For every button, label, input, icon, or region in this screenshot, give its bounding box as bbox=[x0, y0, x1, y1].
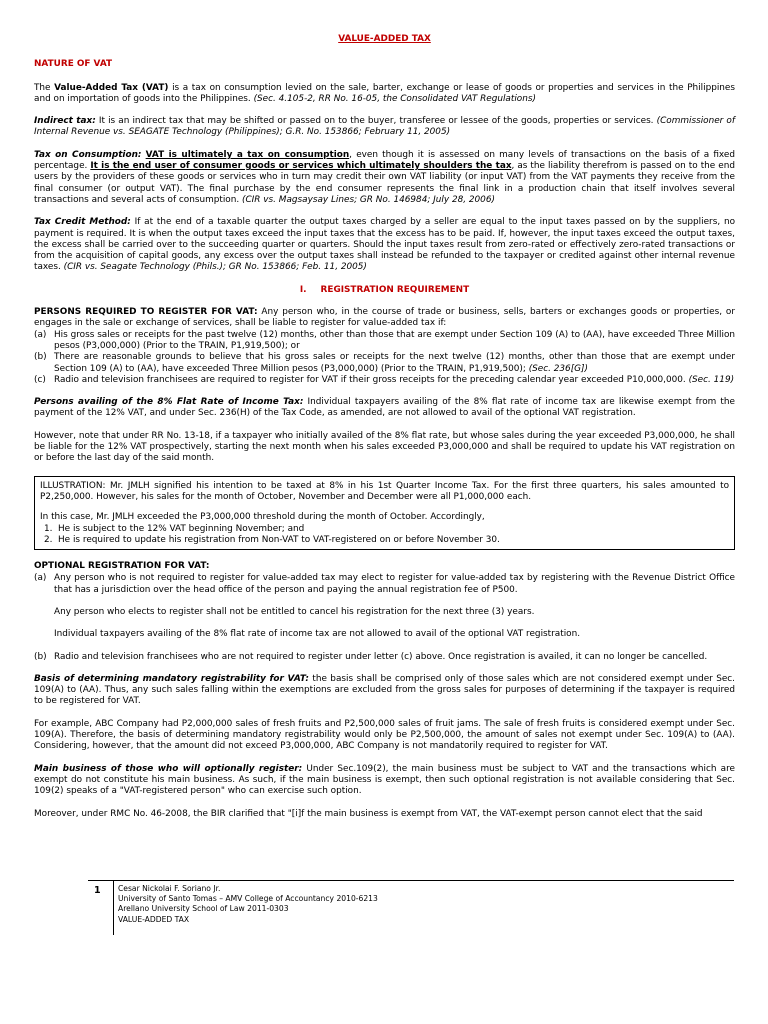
page-number: 1 bbox=[94, 885, 101, 896]
optional-sub-paragraph: Any person who elects to register shall not be entitled to cancel his registration for the next three (3) years. bbox=[54, 606, 535, 617]
footer-line: VALUE-ADDED TAX bbox=[118, 914, 190, 924]
page-footer bbox=[88, 880, 734, 924]
paragraph-vat-definition: The Value-Added Tax (VAT) is a tax on consumption levied on the sale, barter, exchange or lease of goods or properties and services in the Philippines and on importation of goods into the Philippines. (Sec. 4.105-2, RR No. 16-05, the Consolidated VAT Regulations) bbox=[34, 82, 736, 104]
paragraph-8-percent: Persons availing of the 8% Flat Rate of Income Tax: Individual taxpayers availing of the 8% flat rate of income tax are likewise exempt from the payment of the 12% VAT, and under Sec. 236(H) of the Tax Code, as amended, are not allowed to avail of the optional VAT registration. bbox=[34, 397, 735, 419]
list-item: 2. He is required to update his registration from Non-VAT to VAT-registered on or before November 30. bbox=[44, 534, 500, 545]
illustration-list bbox=[40, 524, 729, 547]
footer-line: Arellano University School of Law 2011-0303 bbox=[118, 904, 289, 914]
illustration-text: In this case, Mr. JMLH exceeded the P3,000,000 threshold during the month of October. Accordingly, bbox=[40, 512, 485, 523]
footer-line: Cesar Nickolai F. Soriano Jr. bbox=[118, 884, 221, 893]
paragraph-main-business: Main business of those who will optionally register: Under Sec.109(2), the main business must be subject to VAT and the transactions which are exempt do not constitute his main business. As such, if the main business is exempt, then such optional registration is not available considering that Sec. 109(2) speaks of a "VAT-registered person" who can exercise such option. bbox=[34, 763, 735, 797]
list-item: (a) Any person who is not required to register for value-added tax may elect to register for value-added tax by registering with the Revenue District Office that has a jurisdiction over the head office of the person and paying the annual registration fee of P500. bbox=[34, 573, 735, 595]
list-item: (b) Radio and television franchisees who are not required to register under letter (c) above. Once registration is availed, it can no longer be cancelled. bbox=[34, 651, 708, 662]
paragraph-tax-on-consumption: Tax on Consumption: VAT is ultimately a tax on consumption, even though it is assessed on many levels of transactions on the basis of a fixed percentage. It is the end user of consumer goods or services which ultimately shoulders the tax, as the liability therefrom is passed on to the end users by the providers of these goods or services who in turn may credit their own VAT liability (or input VAT) from the VAT payments they receive from the final consumer (or output VAT). The final purchase by the end consumer represents the final link in a production chain that itself involves several transactions and several acts of consumption. (CIR vs. Magsaysay Lines; GR No. 146984; July 28, 2006) bbox=[34, 149, 735, 205]
footer-divider bbox=[113, 881, 114, 935]
paragraph-rr-13-18: However, note that under RR No. 13-18, if a taxpayer who initially availed of the 8% flat rate, but whose sales during the year exceeded P3,000,000, he shall be liable for the 12% VAT prospectively, starting the next month when his sales exceeded P3,000,000 and shall be required to update his VAT registration on or before the last day of the said month. bbox=[34, 430, 735, 464]
paragraph-persons-required: PERSONS REQUIRED TO REGISTER FOR VAT: Any person who, in the course of trade or business, sells, barters or exchanges goods or properties, or engages in the sale or exchange of services, shall be liable to register for value-added tax if: bbox=[34, 307, 735, 329]
required-list bbox=[34, 330, 735, 386]
nature-heading: NATURE OF VAT bbox=[34, 59, 113, 70]
list-item: (b) There are reasonable grounds to believe that his gross sales or receipts for the next twelve (12) months, other than those that are exempt under Section 109 (A) to (AA), have exceeded Three Million pesos (P3,000,000) (Prior to the TRAIN, P1,919,500); (Sec. 236[G]) bbox=[34, 352, 735, 374]
paragraph-indirect-tax: Indirect tax: It is an indirect tax that may be shifted or passed on to the buyer, transferee or lessee of the goods, properties or services. (Commissioner of Internal Revenue vs. SEAGATE Technology (Philippines); G.R. No. 153866; February 11, 2005) bbox=[34, 116, 735, 138]
footer-line: University of Santo Tomas – AMV College of Accountancy 2010-6213 bbox=[118, 894, 378, 904]
illustration-text: ILLUSTRATION: Mr. JMLH signified his intention to be taxed at 8% in his 1st Quarter Income Tax. For the first three quarters, his sales amounted to P2,250,000. However, his sales for the month of October, November and December were all P1,000,000 each. bbox=[40, 480, 729, 502]
paragraph-basis: Basis of determining mandatory registrability for VAT: the basis shall be comprised only of those sales which are not considered exempt under Sec. 109(A) to (AA). Thus, any such sales falling within the exemptions are excluded from the gross sales for purposes of determining if the taxpayer is required to be registered for VAT. bbox=[34, 673, 735, 707]
optional-heading: OPTIONAL REGISTRATION FOR VAT: bbox=[34, 561, 210, 572]
optional-list bbox=[34, 652, 735, 663]
paragraph-rmc: Moreover, under RMC No. 46-2008, the BIR clarified that "[i]f the main business is exempt from VAT, the VAT-exempt person cannot elect that the said bbox=[34, 808, 703, 819]
footer-lines bbox=[118, 884, 378, 925]
list-item: 1. He is subject to the 12% VAT beginning November; and bbox=[44, 523, 305, 534]
paragraph-example: For example, ABC Company had P2,000,000 sales of fresh fruits and P2,500,000 sales of fruit jams. The sale of fresh fruits is considered exempt under Sec. 109(A). Therefore, the basis of determining mandatory registrability would only be P2,500,000, the amount of sales not exempt under Sec. 109(A) to (AA). Considering, however, that the amount did not exceed P3,000,000, ABC Company is not mandatorily required to register for VAT. bbox=[34, 718, 735, 752]
optional-sub-paragraph: Individual taxpayers availing of the 8% flat rate of income tax are not allowed to avail of the optional VAT registration. bbox=[54, 629, 581, 640]
list-item: (c) Radio and television franchisees are required to register for VAT if their gross receipts for the preceding calendar year exceeded P10,000,000. (Sec. 119) bbox=[34, 374, 735, 385]
optional-list bbox=[34, 573, 735, 596]
section-heading: I. REGISTRATION REQUIREMENT bbox=[299, 284, 470, 295]
list-item: (a) His gross sales or receipts for the past twelve (12) months, other than those that are exempt under Section 109 (A) to (AA), have exceeded Three Million pesos (P3,000,000) (Prior to the TRAIN, P1,919,500); or bbox=[34, 329, 735, 351]
paragraph-tax-credit-method: Tax Credit Method: If at the end of a taxable quarter the output taxes charged by a seller are equal to the input taxes passed on by the suppliers, no payment is required. It is when the output taxes exceed the input taxes that the excess has to be paid. If, however, the input taxes exceed the output taxes, the excess shall be carried over to the succeeding quarter or quarters. Should the input taxes result from zero-rated or effectively zero-rated transactions or from the acquisition of capital goods, any excess over the output taxes shall instead be refunded to the taxpayer or credited against other internal revenue taxes. (CIR vs. Seagate Technology (Phils.); GR No. 153866; Feb. 11, 2005) bbox=[34, 217, 736, 273]
document-title: VALUE-ADDED TAX bbox=[338, 34, 431, 44]
illustration-box bbox=[34, 476, 735, 550]
